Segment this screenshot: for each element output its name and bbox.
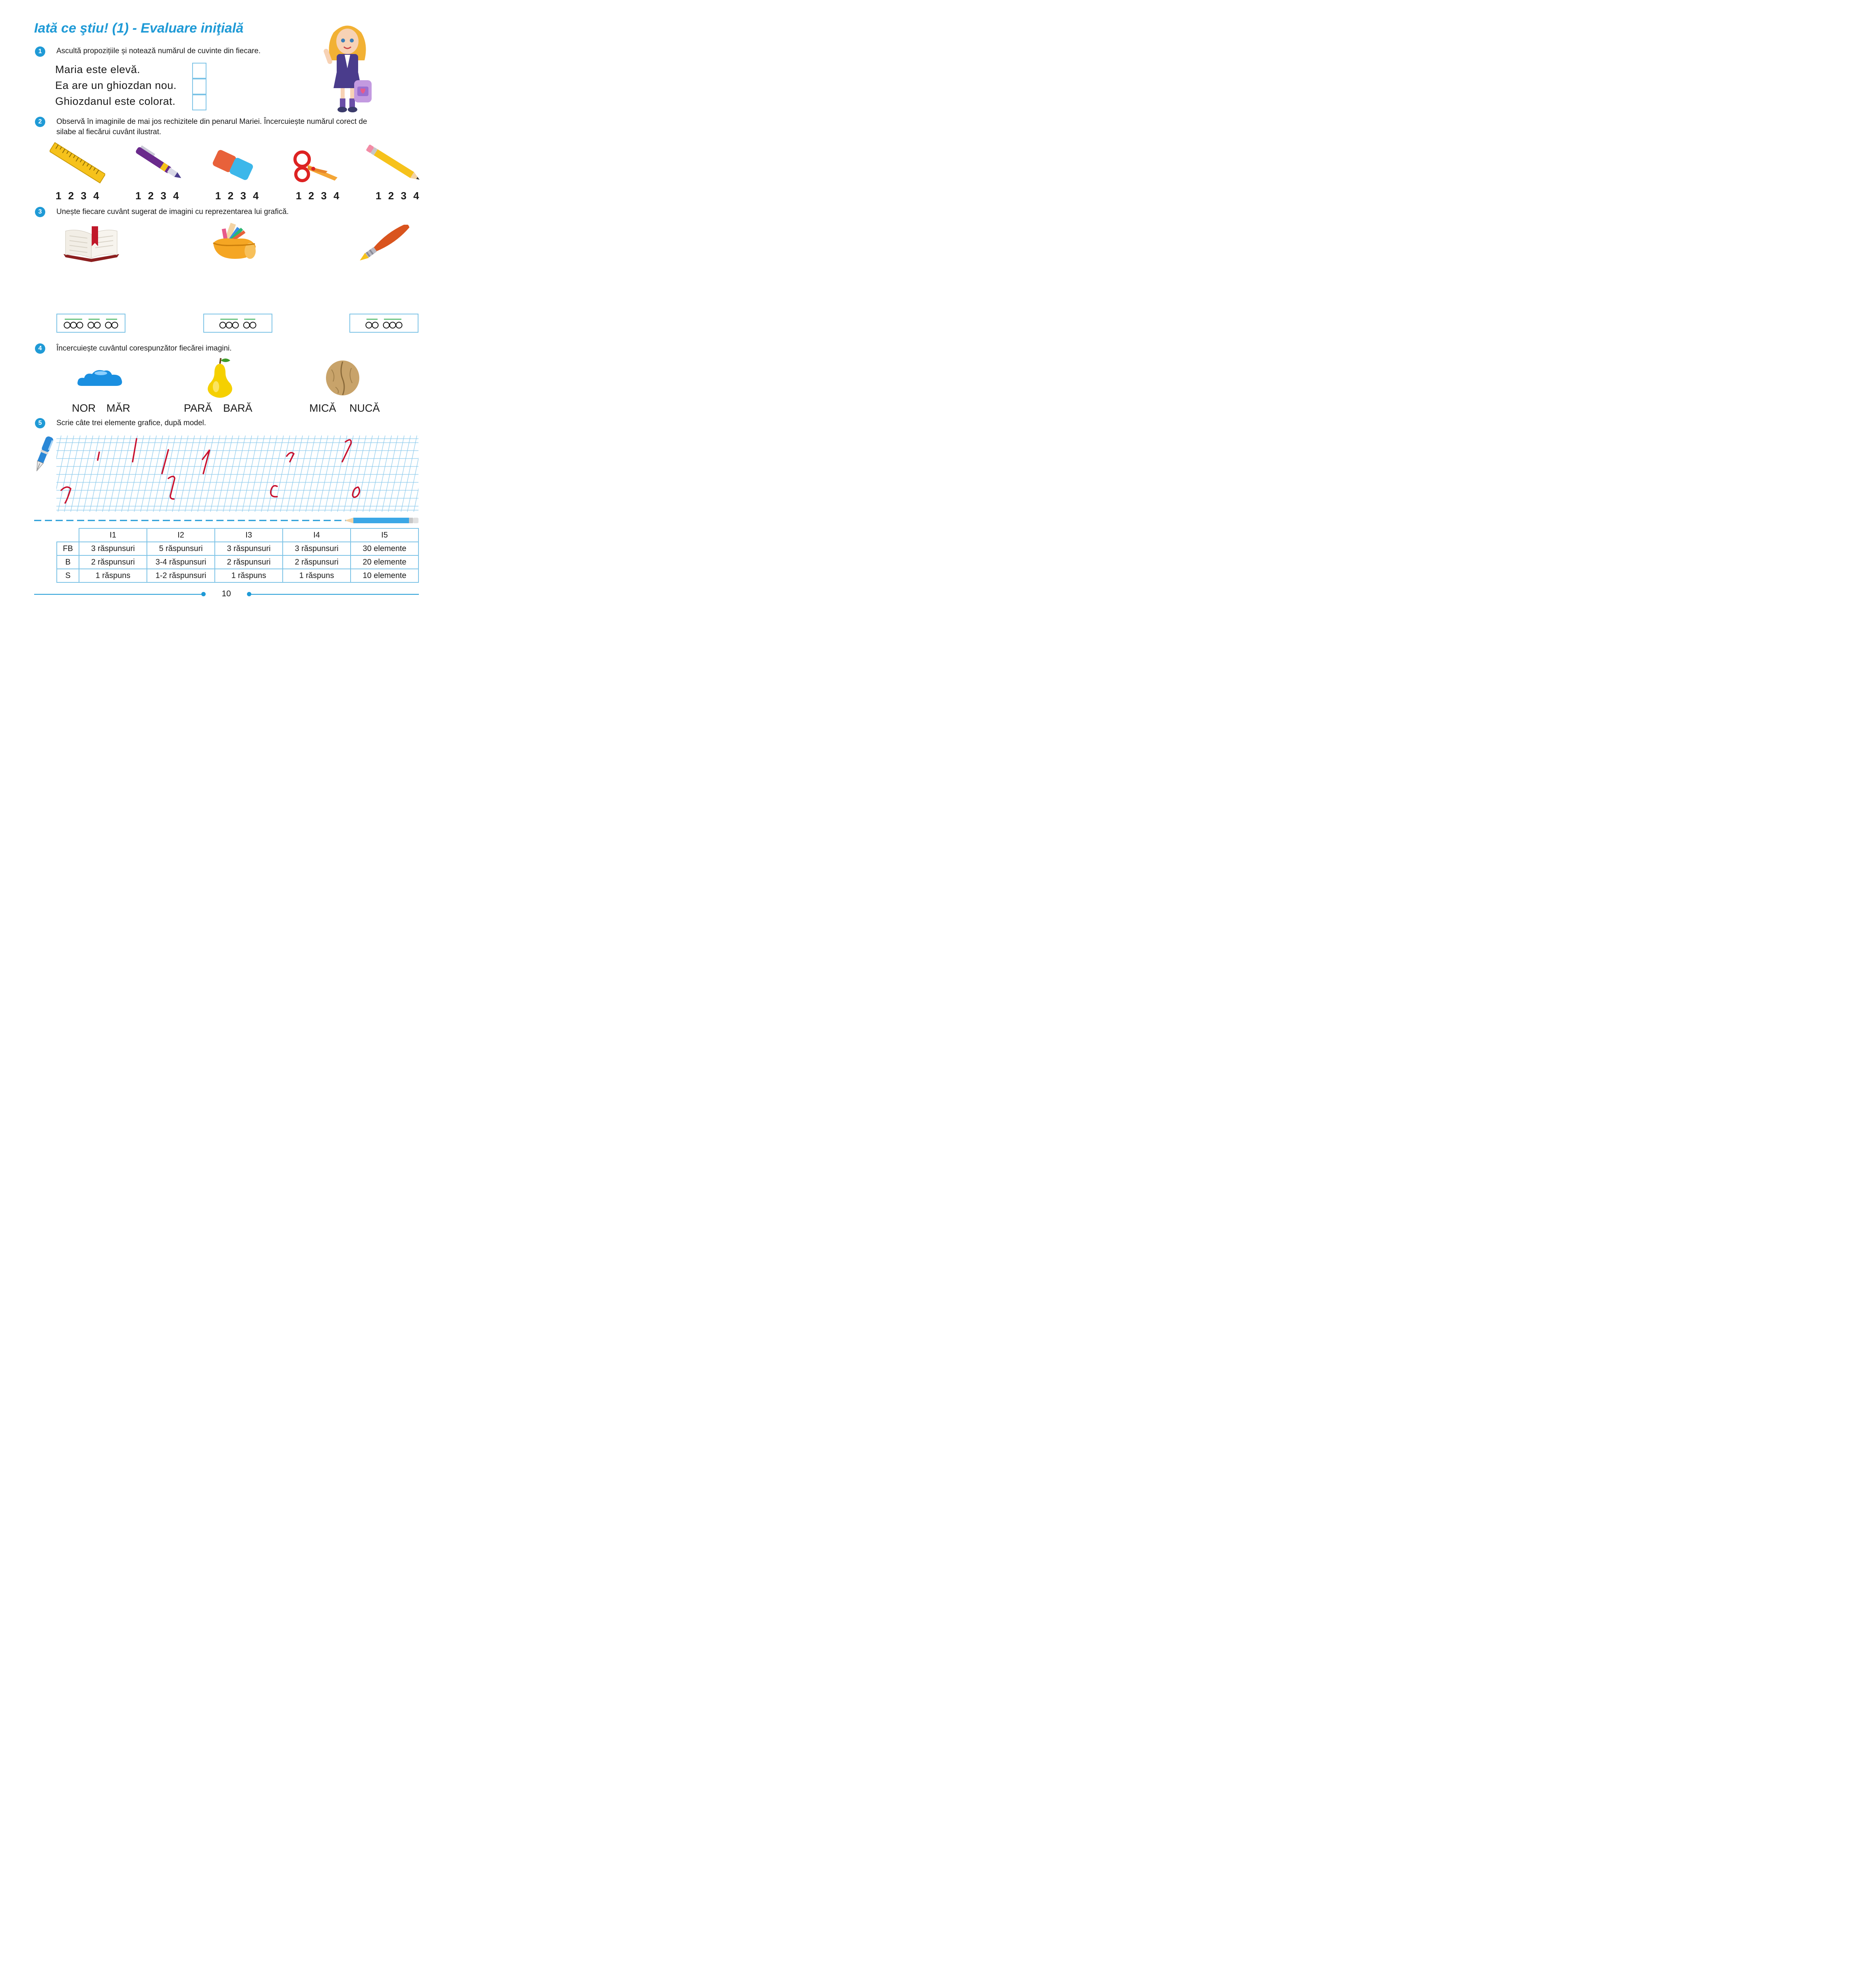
grading-cell: 1 răspuns bbox=[79, 569, 147, 582]
exercise-1-instruction: Ascultă propozițiile și notează numărul de cuvinte din fiecare. bbox=[56, 47, 261, 55]
grading-cell: 5 răspunsuri bbox=[147, 542, 215, 555]
pencil-icon bbox=[365, 142, 421, 185]
cloud-icon bbox=[76, 366, 124, 388]
paintbrush-icon bbox=[354, 225, 414, 261]
sound-circle bbox=[88, 322, 94, 328]
grading-cell: 10 elemente bbox=[351, 569, 418, 582]
exercise-1-number: 1 bbox=[35, 46, 45, 57]
handwriting-model-elements bbox=[61, 439, 360, 503]
sound-circle bbox=[220, 322, 226, 328]
grading-table bbox=[56, 528, 419, 583]
sound-circle bbox=[71, 322, 77, 328]
grading-header-row bbox=[57, 528, 418, 542]
grading-header-cell: I4 bbox=[283, 528, 351, 542]
footer-dot-right bbox=[247, 592, 251, 596]
word-option-para[interactable]: PARĂ bbox=[184, 402, 212, 414]
footer-line-right bbox=[251, 594, 419, 595]
answer-box-2[interactable] bbox=[192, 79, 206, 94]
walnut-icon bbox=[324, 359, 362, 397]
grading-cell: 1 răspuns bbox=[283, 569, 351, 582]
grading-header-cell: I3 bbox=[215, 528, 283, 542]
word-option-bara[interactable]: BARĂ bbox=[223, 402, 253, 414]
grading-level: S bbox=[57, 569, 79, 582]
sound-circle bbox=[64, 322, 70, 328]
grading-cell: 20 elemente bbox=[351, 555, 418, 569]
sound-circle bbox=[106, 322, 112, 328]
scissors-icon bbox=[292, 149, 339, 185]
grading-cell: 3 răspunsuri bbox=[79, 542, 147, 555]
grading-cell: 3-4 răspunsuri bbox=[147, 555, 215, 569]
exercise-2-instruction-line-2: silabe al fiecărui cuvânt ilustrat. bbox=[56, 128, 162, 136]
word-option-nor[interactable]: NOR bbox=[72, 402, 96, 414]
grading-cell: 2 răspunsuri bbox=[79, 555, 147, 569]
syllable-digits-pen[interactable]: 1 2 3 4 bbox=[135, 190, 179, 202]
grading-cell: 30 elemente bbox=[351, 542, 418, 555]
exercise-4-instruction: Încercuiește cuvântul corespunzător fiecărei imagini. bbox=[56, 344, 232, 353]
sound-circle bbox=[390, 322, 396, 328]
footer-dot-left bbox=[201, 592, 206, 596]
exercise-3-instruction: Unește fiecare cuvânt sugerat de imagini cu reprezentarea lui grafică. bbox=[56, 208, 289, 216]
syllable-scheme-3 bbox=[349, 314, 418, 333]
syllable-digits-pencil[interactable]: 1 2 3 4 bbox=[376, 190, 420, 202]
word-option-nuca[interactable]: NUCĂ bbox=[349, 402, 380, 414]
grading-row-s bbox=[57, 569, 418, 582]
sound-circle bbox=[250, 322, 256, 328]
syllable-digits-eraser[interactable]: 1 2 3 4 bbox=[215, 190, 259, 202]
sentence-3: Ghiozdanul este colorat. bbox=[55, 95, 176, 107]
exercise-5-instruction: Scrie câte trei elemente grafice, după model. bbox=[56, 419, 206, 427]
page-number: 10 bbox=[222, 589, 231, 598]
sound-circle bbox=[77, 322, 83, 328]
handwriting-practice-grid[interactable] bbox=[56, 436, 418, 512]
grading-cell: 1 răspuns bbox=[215, 569, 283, 582]
girl-illustration bbox=[318, 21, 377, 116]
grading-cell: 2 răspunsuri bbox=[283, 555, 351, 569]
exercise-2-instruction-line-1: Observă în imaginile de mai jos rechizitele din penarul Mariei. Încercuiește numărul corect de bbox=[56, 118, 367, 126]
sentence-2: Ea are un ghiozdan nou. bbox=[55, 79, 177, 91]
syllable-digits-scissors[interactable]: 1 2 3 4 bbox=[296, 190, 340, 202]
sound-circle bbox=[372, 322, 378, 328]
grading-level: B bbox=[57, 555, 79, 569]
sound-circle bbox=[226, 322, 232, 328]
grading-header-empty bbox=[57, 528, 79, 542]
grading-cell: 3 răspunsuri bbox=[215, 542, 283, 555]
pear-icon bbox=[202, 357, 237, 399]
exercise-5-number: 5 bbox=[35, 418, 45, 428]
fountain-pen-icon bbox=[33, 435, 53, 473]
grading-row-b bbox=[57, 555, 418, 569]
word-option-mar[interactable]: MĂR bbox=[106, 402, 130, 414]
sound-circle bbox=[244, 322, 250, 328]
exercise-3-number: 3 bbox=[35, 207, 45, 217]
grading-cell: 2 răspunsuri bbox=[215, 555, 283, 569]
grading-cell: 1-2 răspunsuri bbox=[147, 569, 215, 582]
ruler-icon bbox=[50, 141, 105, 185]
page-title: Iată ce ştiu! (1) - Evaluare iniţială bbox=[34, 21, 244, 36]
cut-line-separator bbox=[33, 516, 419, 526]
sound-circle bbox=[366, 322, 372, 328]
answer-box-3[interactable] bbox=[192, 94, 206, 110]
sound-circle bbox=[396, 322, 402, 328]
sound-circle bbox=[112, 322, 118, 328]
footer-line-left bbox=[34, 594, 202, 595]
syllable-scheme-2 bbox=[203, 314, 272, 333]
exercise-4-number: 4 bbox=[35, 343, 45, 354]
book-icon bbox=[62, 226, 121, 262]
grading-row-fb bbox=[57, 542, 418, 555]
pen-icon bbox=[134, 145, 186, 185]
grading-cell: 3 răspunsuri bbox=[283, 542, 351, 555]
pencil-case-icon bbox=[211, 219, 259, 261]
sound-circle bbox=[233, 322, 239, 328]
answer-box-1[interactable] bbox=[192, 63, 206, 79]
grading-header-cell: I1 bbox=[79, 528, 147, 542]
sound-circle bbox=[94, 322, 100, 328]
grading-header-cell: I2 bbox=[147, 528, 215, 542]
grading-level: FB bbox=[57, 542, 79, 555]
eraser-icon bbox=[211, 148, 255, 184]
sound-circle bbox=[384, 322, 389, 328]
sentence-1: Maria este elevă. bbox=[55, 64, 141, 75]
exercise-2-number: 2 bbox=[35, 117, 45, 127]
syllable-scheme-1 bbox=[56, 314, 125, 333]
word-option-mica[interactable]: MICĂ bbox=[309, 402, 336, 414]
syllable-digits-ruler[interactable]: 1 2 3 4 bbox=[56, 190, 100, 202]
grading-header-cell: I5 bbox=[351, 528, 418, 542]
